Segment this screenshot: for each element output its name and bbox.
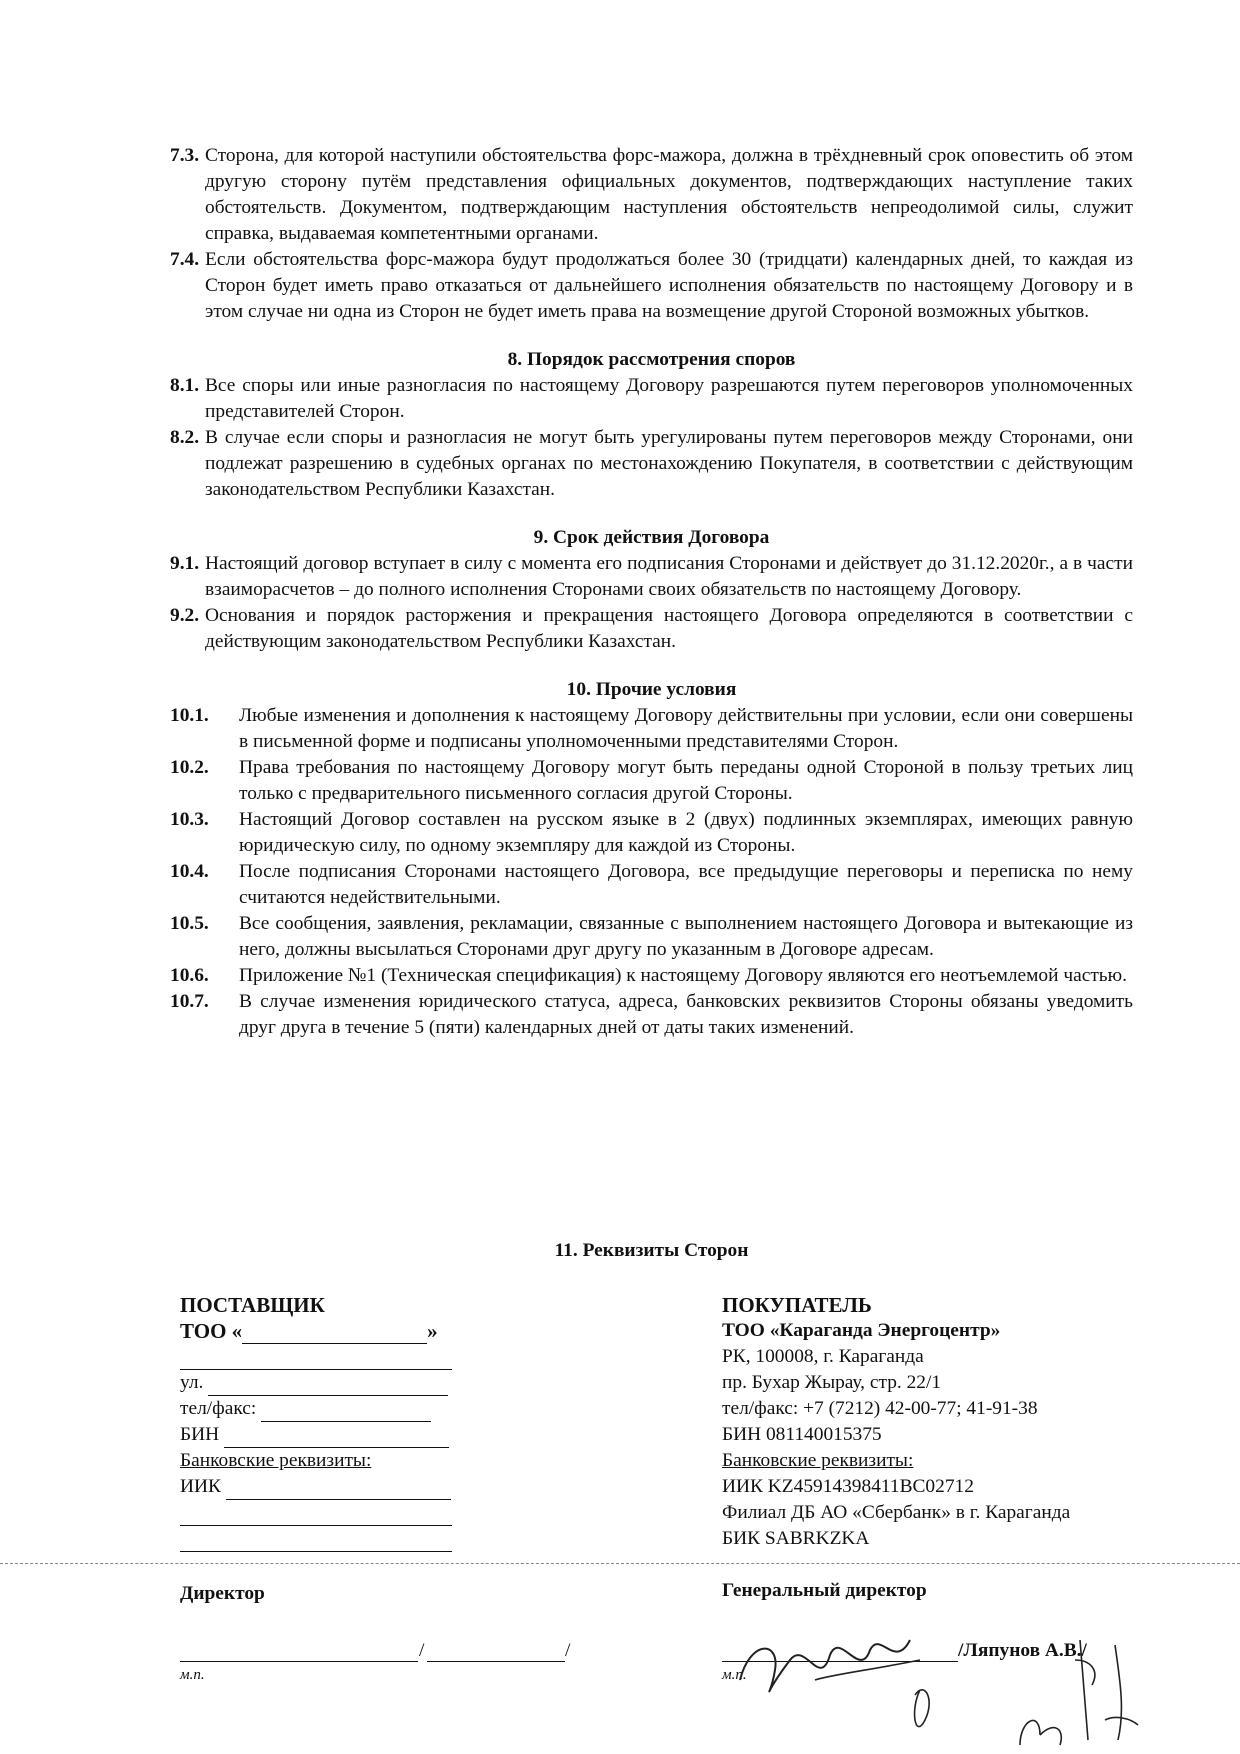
supplier-blank-line-3 [180,1526,452,1552]
clause-number: 10.3. [170,809,209,830]
clause-text: Настоящий Договор составлен на русском языке в 2 (двух) подлинных экземплярах, имеющих равную юридическую силу, по одному экземпляру для каждой из Стороны. [239,809,1133,856]
clause-number: 10.6. [170,965,209,986]
clause-7-3 [170,143,1133,247]
section-10-title: 10. Прочие условия [566,679,737,700]
supplier-bank-label: Банковские реквизиты: [180,1450,372,1471]
section-9-title: 9. Срок действия Договора [533,527,770,548]
supplier-company-suffix: » [427,1319,438,1343]
clause-text: Любые изменения и дополнения к настоящему Договору действительны при условии, если они совершены в письменной форме и подписаны уполномоченными представителями Сторон. [239,705,1133,752]
buyer-signer-name: /Ляпунов А.В./ [958,1640,1087,1661]
clause-text: Если обстоятельства форс-мажора будут продолжаться более 30 (тридцати) календарных дней, то каждая из Сторон будет иметь право отказаться от дальнейшего исполнения обязательств по настоящему Договору и в этом случае ни одна из Сторон не будет иметь права на возмещение другой Стороной возможных убытков. [205,249,1133,322]
clause-number: 10.5. [170,913,209,934]
clause-text: В случае если споры и разногласия не могут быть урегулированы путем переговоров между Сторонами, они подлежат разрешению в судебных органах по местонахождению Покупателя, в соответствии с действующим законодательством Республики Казахстан. [205,427,1133,500]
supplier-blank-line-2 [180,1500,452,1526]
clause-9-1 [170,551,1133,603]
supplier-signer-title: Директор [180,1583,265,1604]
clause-text: После подписания Сторонами настоящего Договора, все предыдущие переговоры и переписка по нему считаются недействительными. [239,861,1133,908]
requisites-title: 11. Реквизиты Сторон [554,1240,749,1261]
section-9-clauses [170,551,1133,655]
clause-number: 9.1. [170,553,200,574]
clause-number: 10.2. [170,757,209,778]
section-10-clauses [170,703,1133,1041]
clause-text: Все споры или иные разногласия по настоящему Договору разрешаются путем переговоров уполномоченных представителей Сторон. [205,375,1133,422]
handwritten-signature [720,1600,1140,1750]
clause-number: 8.2. [170,427,200,448]
clause-8-2 [170,425,1133,503]
supplier-iik [180,1474,452,1500]
supplier-iik-label: ИИК [180,1476,221,1497]
contract-body [170,143,1133,1041]
buyer-branch: Филиал ДБ АО «Сбербанк» в г. Караганда [722,1502,1071,1523]
clause-number: 7.4. [170,249,200,270]
clause-10-5 [170,911,1133,963]
clause-number: 10.1. [170,705,209,726]
clause-10-4 [170,859,1133,911]
clause-number: 8.1. [170,375,200,396]
buyer-iik: ИИК KZ45914398411BC02712 [722,1476,974,1497]
buyer-address-2: пр. Бухар Жырау, стр. 22/1 [722,1372,942,1393]
slash-1: / [419,1640,425,1661]
clause-number: 7.3. [170,145,200,166]
clause-text: Основания и порядок расторжения и прекращения настоящего Договора определяются в соответствии с действующим законодательством Республики Казахстан. [205,605,1133,652]
supplier-name-line [427,1660,565,1662]
supplier-stamp-label: м.п. [180,1667,205,1683]
clause-8-1 [170,373,1133,425]
buyer-signer-title: Генеральный директор [722,1580,927,1601]
buyer-block [722,1292,1070,1552]
clause-text: Настоящий договор вступает в силу с момента его подписания Сторонами и действует до 31.12.2020г., а в части взаиморасчетов – до полного исполнения Сторонами своих обязательств по настоящему Договору. [205,553,1133,600]
section-8-title: 8. Порядок рассмотрения споров [507,349,796,370]
supplier-block [180,1292,452,1552]
supplier-bin [180,1422,452,1448]
clause-10-2 [170,755,1133,807]
clause-10-6 [170,963,1133,989]
clause-9-2 [170,603,1133,655]
supplier-street-label: ул. [180,1372,204,1393]
supplier-sign-line [180,1660,418,1662]
section-8-clauses [170,373,1133,503]
supplier-street [180,1370,452,1396]
buyer-bank-label: Банковские реквизиты: [722,1450,914,1471]
supplier-company [180,1318,452,1344]
clause-10-7 [170,989,1133,1041]
clause-10-1 [170,703,1133,755]
clause-7-4 [170,247,1133,325]
supplier-bin-label: БИН [180,1424,220,1445]
buyer-heading: ПОКУПАТЕЛЬ [722,1293,872,1317]
divider-line [0,1563,1240,1564]
clause-text: Приложение №1 (Техническая спецификация) к настоящему Договору являются его неотъемлемой частью. [239,965,1127,986]
buyer-bin: БИН 081140015375 [722,1424,882,1445]
buyer-phone: тел/факс: +7 (7212) 42-00-77; 41-91-38 [722,1398,1038,1419]
supplier-blank-line [180,1344,452,1370]
clause-text: Все сообщения, заявления, рекламации, связанные с выполнением настоящего Договора и вытекающие из него, должны высылаться Сторонами друг другу по указанным в Договоре адресам. [239,913,1133,960]
section-7-clauses [170,143,1133,325]
buyer-bik: БИК SABRKZKA [722,1528,870,1549]
clause-10-3 [170,807,1133,859]
supplier-company-blank [242,1323,427,1344]
clause-number: 9.2. [170,605,200,626]
supplier-heading: ПОСТАВЩИК [180,1293,325,1317]
clause-text: Сторона, для которой наступили обстоятельства форс-мажора, должна в трёхдневный срок оповестить об этом другую сторону путём представления официальных документов, подтверждающих наступление таких обстоятельств. Документом, подтверждающим наступления обстоятельств непреодолимой силы, служит справка, выдаваемая компетентными органами. [205,145,1133,244]
clause-number: 10.7. [170,991,209,1012]
buyer-company: ТОО «Караганда Энергоцентр» [722,1320,1001,1341]
clause-text: В случае изменения юридического статуса, адреса, банковских реквизитов Стороны обязаны уведомить друг друга в течение 5 (пяти) календарных дней от даты таких изменений. [239,991,1133,1038]
buyer-address-1: РК, 100008, г. Караганда [722,1346,924,1367]
supplier-company-prefix: ТОО « [180,1319,243,1343]
supplier-phone-label: тел/факс: [180,1398,257,1419]
clause-text: Права требования по настоящему Договору могут быть переданы одной Стороной в пользу третьих лиц только с предварительного письменного согласия другой Стороны. [239,757,1133,804]
buyer-stamp-label: м.п. [722,1667,747,1683]
supplier-phone [180,1396,452,1422]
slash-2: / [565,1640,571,1661]
clause-number: 10.4. [170,861,209,882]
